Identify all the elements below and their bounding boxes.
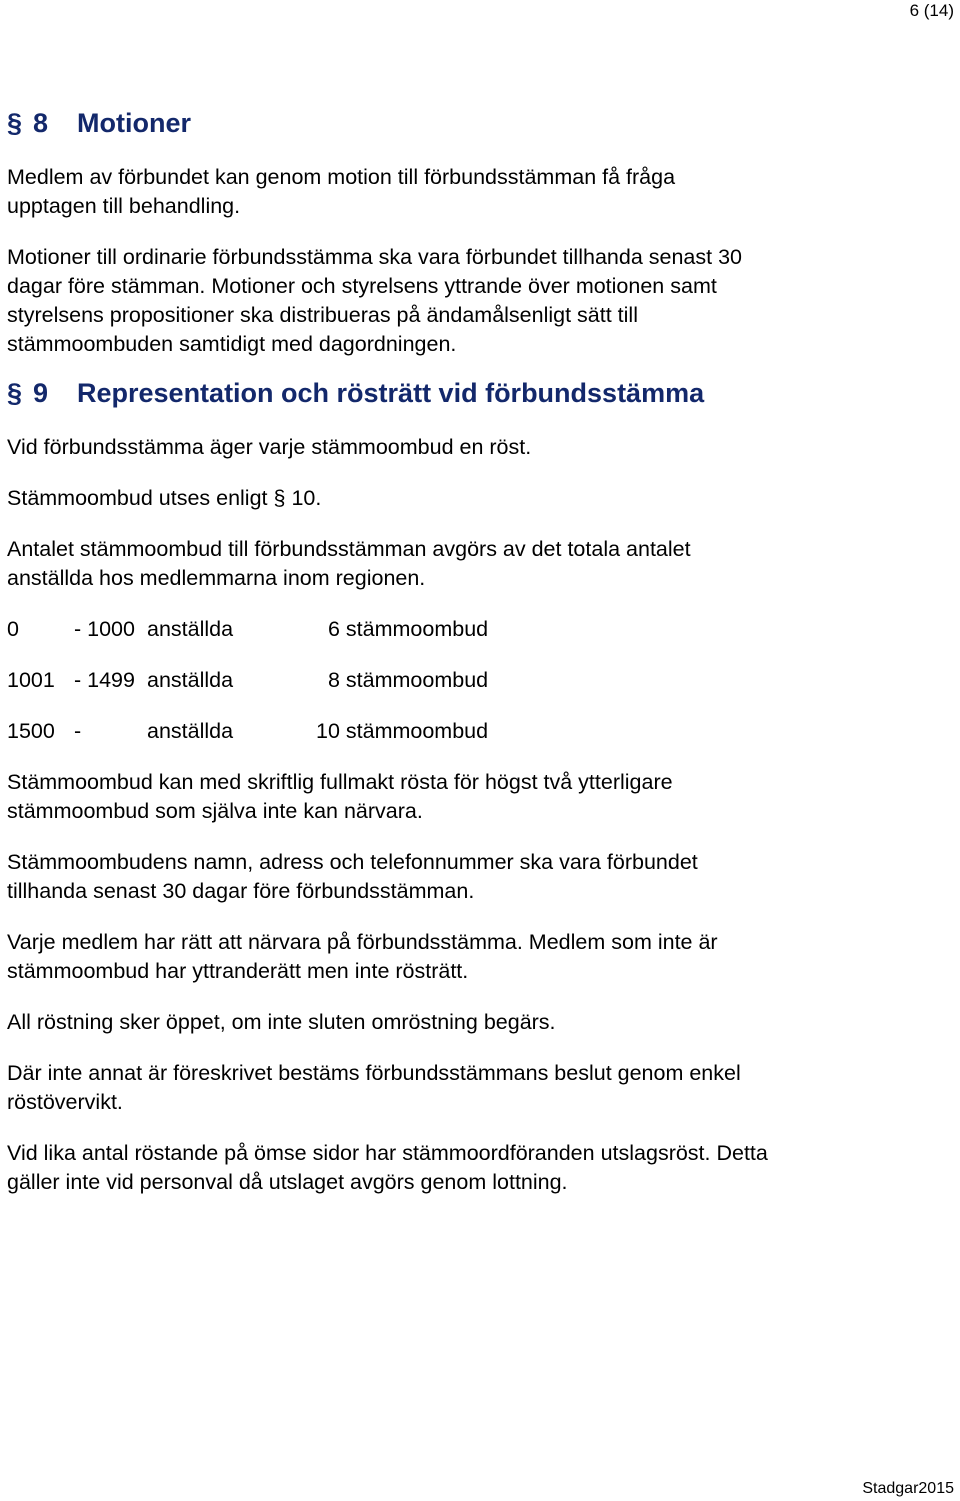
section-9-paragraph-6: Varje medlem har rätt att närvara på förbundsstämma. Medlem som inte är stämmoombud har yttranderätt men inte rösträtt. <box>7 930 718 983</box>
table-row <box>7 666 947 695</box>
range-unit: anställda <box>147 668 234 692</box>
section-9-paragraph-9: Vid lika antal röstande på ömse sidor har stämmoordföranden utslagsröst. Detta gäller inte vid personval då utslaget avgörs genom lottning. <box>7 1141 768 1194</box>
section-8-paragraph-1: Medlem av förbundet kan genom motion till förbundsstämman få fråga upptagen till behandling. <box>7 165 676 218</box>
section-9-paragraph-1: Vid förbundsstämma äger varje stämmoombud en röst. <box>7 435 532 459</box>
range-from: 0 <box>7 617 19 641</box>
range-from: 1500 <box>7 719 55 743</box>
range-unit: anställda <box>147 719 234 743</box>
section-9-paragraph-8: Där inte annat är föreskrivet bestäms förbundsstämmans beslut genom enkel röstövervikt. <box>7 1061 741 1114</box>
section-9-paragraph-2 <box>7 484 947 513</box>
section-symbol: § <box>7 108 23 138</box>
range-from: 1001 <box>7 668 55 692</box>
section-symbol: § <box>273 486 286 510</box>
range-to: - 1000 <box>74 617 135 641</box>
delegate-table <box>7 615 947 746</box>
section-number: 9 <box>33 378 49 408</box>
range-to: - <box>74 719 82 743</box>
range-to: - 1499 <box>74 668 135 692</box>
footer-label: Stadgar2015 <box>862 1480 954 1497</box>
section-number: 8 <box>33 108 49 138</box>
section-8-heading <box>7 104 947 142</box>
table-row <box>7 615 947 644</box>
delegate-count: 6 stämmoombud <box>328 617 489 641</box>
range-unit: anställda <box>147 617 234 641</box>
delegate-count: 8 stämmoombud <box>328 668 489 692</box>
section-9-paragraph-5: Stämmoombudens namn, adress och telefonnummer ska vara förbundet tillhanda senast 30 dagar före förbundsstämman. <box>7 850 698 903</box>
section-9-paragraph-3: Antalet stämmoombud till förbundsstämman avgörs av det totala antalet anställda hos medlemmarna inom regionen. <box>7 537 691 590</box>
section-symbol: § <box>7 378 23 408</box>
section-title: Motioner <box>77 108 191 138</box>
text-prefix: Stämmoombud utses enligt <box>7 486 274 510</box>
text-suffix: 10. <box>285 486 322 510</box>
section-8-paragraph-2: Motioner till ordinarie förbundsstämma ska vara förbundet tillhanda senast 30 dagar före stämman. Motioner och styrelsens yttrande över motionen samt styrelsens propositioner ska distribueras på ändamålsenligt sätt till stämmoombuden samtidigt med dagordningen. <box>7 245 742 356</box>
table-row <box>7 717 947 746</box>
delegate-count: 10 stämmoombud <box>316 719 489 743</box>
section-9-heading <box>7 374 947 412</box>
section-9-paragraph-4: Stämmoombud kan med skriftlig fullmakt rösta för högst två ytterligare stämmoombud som själva inte kan närvara. <box>7 770 673 823</box>
section-title: Representation och rösträtt vid förbundsstämma <box>77 378 705 408</box>
page-number: 6 (14) <box>909 1 954 20</box>
document-body <box>7 104 947 1197</box>
section-9-paragraph-7: All röstning sker öppet, om inte sluten omröstning begärs. <box>7 1010 556 1034</box>
